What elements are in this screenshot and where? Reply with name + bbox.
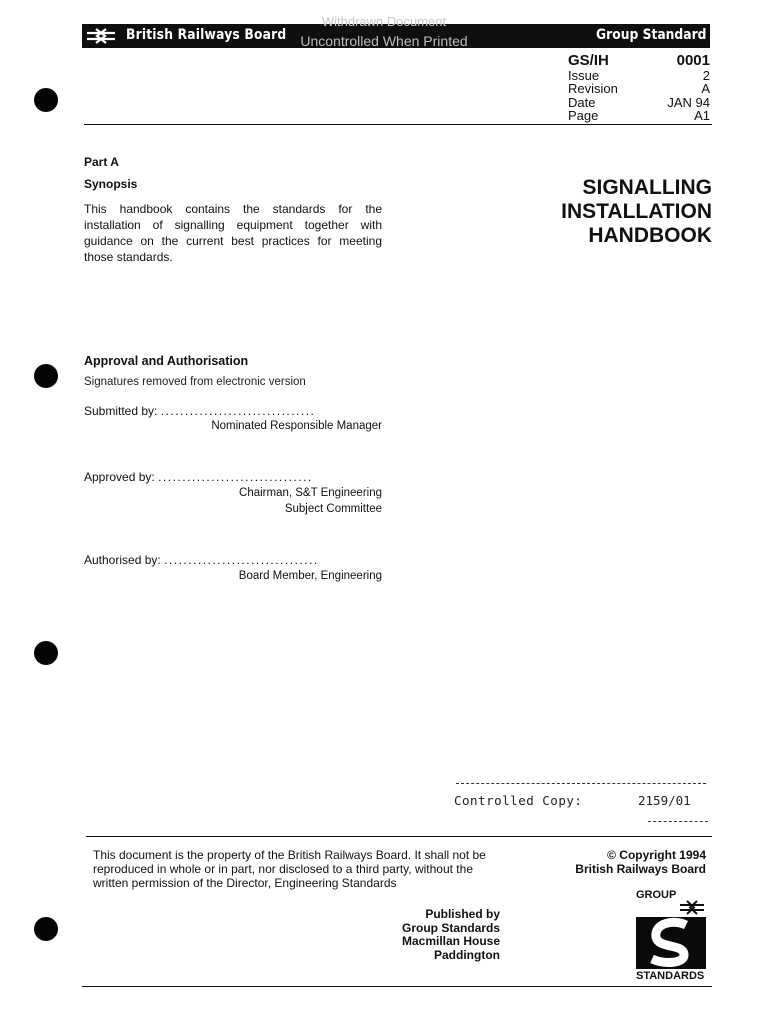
logo-text-bottom: STANDARDS bbox=[636, 970, 705, 982]
publisher-line: Published by bbox=[425, 907, 500, 921]
document-title bbox=[561, 176, 712, 248]
synopsis-heading: Synopsis bbox=[84, 177, 138, 191]
signatory-role: Nominated Responsible Manager bbox=[211, 420, 382, 432]
publisher-block bbox=[402, 908, 500, 962]
document-category: Group Standard bbox=[595, 27, 706, 43]
signatures-note: Signatures removed from electronic version bbox=[84, 376, 306, 388]
punch-hole bbox=[34, 364, 58, 388]
punch-hole bbox=[34, 641, 58, 665]
header-rule bbox=[84, 124, 712, 125]
reference-label: Date bbox=[568, 95, 596, 110]
reference-number: 0001 bbox=[676, 52, 710, 69]
property-disclaimer: This document is the property of the British Railways Board. It shall not be reproduced in whole or in part, nor disclosed to a third party, without the written permission of the Director, Engineering Standards bbox=[93, 848, 486, 890]
signature-label: Submitted by: bbox=[84, 404, 158, 418]
signatory-role: Board Member, Engineering bbox=[238, 570, 382, 582]
organisation-name: British Railways Board bbox=[126, 27, 287, 43]
approval-heading: Approval and Authorisation bbox=[84, 354, 249, 368]
stamp-border bbox=[456, 783, 706, 784]
publisher-line: Macmillan House bbox=[401, 934, 500, 948]
reference-label: Issue bbox=[568, 68, 600, 83]
reference-code: GS/IH bbox=[568, 52, 609, 69]
group-standards-logo bbox=[634, 899, 710, 971]
watermark-line-2: Uncontrolled When Printed bbox=[300, 33, 468, 49]
logo-text-top: GROUP bbox=[636, 889, 677, 901]
signature-line-approved bbox=[84, 470, 313, 484]
reference-row-revision bbox=[568, 82, 710, 95]
signature-dots: ................................ bbox=[164, 553, 319, 567]
reference-label: Page bbox=[568, 108, 599, 123]
punch-hole bbox=[34, 917, 58, 941]
signatory-role: Subject Committee bbox=[284, 503, 382, 515]
footer-bottom-rule bbox=[82, 986, 712, 987]
signature-line-authorised bbox=[84, 553, 319, 567]
reference-value: 2 bbox=[702, 68, 710, 83]
punch-hole bbox=[34, 88, 58, 112]
publisher-line: Group Standards bbox=[401, 920, 500, 935]
signatory-role: Chairman, S&T Engineering bbox=[239, 487, 382, 499]
controlled-copy-label: Controlled Copy: bbox=[454, 793, 583, 808]
reference-code-row bbox=[568, 53, 710, 68]
copyright-line: British Railways Board bbox=[575, 862, 706, 876]
reference-value: A bbox=[701, 81, 710, 96]
controlled-copy-number: 2159/01 bbox=[638, 793, 691, 808]
british-rail-double-arrow-icon bbox=[86, 28, 116, 44]
watermark-line-1: Withdrawn Document bbox=[321, 14, 447, 29]
signature-line-submitted bbox=[84, 404, 315, 418]
footer-rule bbox=[86, 836, 712, 837]
part-label: Part A bbox=[84, 155, 119, 169]
copyright-line: © Copyright 1994 bbox=[607, 848, 706, 862]
reference-value: JAN 94 bbox=[667, 95, 710, 110]
title-line: SIGNALLING bbox=[582, 176, 712, 199]
signature-dots: ................................ bbox=[158, 470, 313, 484]
signature-label: Approved by: bbox=[84, 470, 155, 484]
copyright-block bbox=[575, 848, 706, 876]
signature-label: Authorised by: bbox=[84, 553, 161, 567]
reference-value: A1 bbox=[694, 108, 710, 123]
title-line: INSTALLATION bbox=[561, 200, 712, 223]
publisher-line: Paddington bbox=[434, 947, 500, 962]
title-line: HANDBOOK bbox=[588, 224, 712, 247]
synopsis-text: This handbook contains the standards for the installation of signalling equipment together with guidance on the current best practices for meeting those standards. bbox=[84, 202, 382, 264]
stamp-border bbox=[648, 821, 708, 822]
signature-dots: ................................ bbox=[160, 404, 316, 418]
reference-label: Revision bbox=[568, 81, 618, 96]
reference-row-page bbox=[568, 109, 710, 122]
